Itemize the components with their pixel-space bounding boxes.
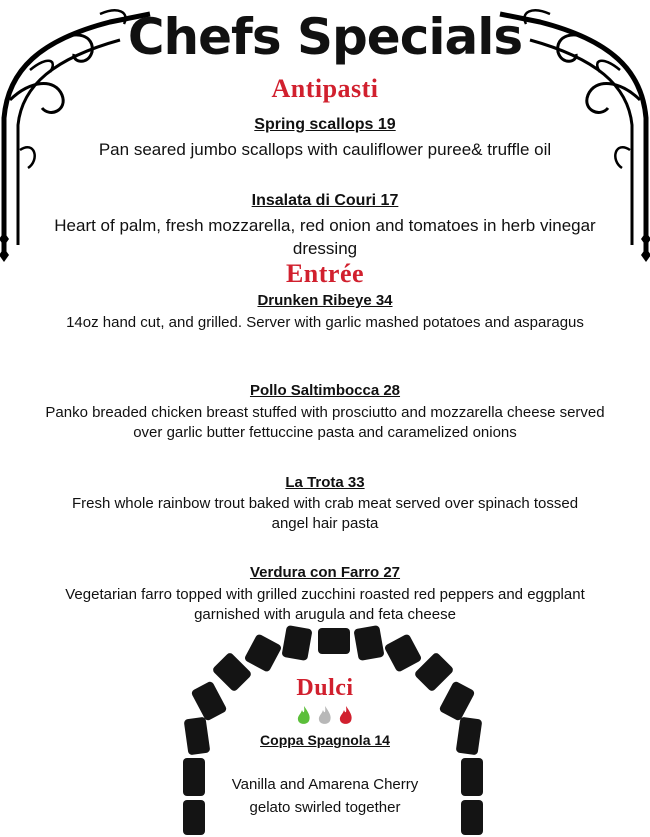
dish-desc-insalata: Heart of palm, fresh mozzarella, red onion and tomatoes in herb vinegar dressing bbox=[54, 216, 596, 258]
italian-flag-flames-icon bbox=[294, 704, 356, 726]
section-entree: Entrée bbox=[285, 259, 365, 288]
menu-title: Chefs Specials bbox=[127, 8, 523, 66]
section-antipasti: Antipasti bbox=[271, 74, 379, 103]
dish-desc-verdura-con-farro: Vegetarian farro topped with grilled zucchini roasted red peppers and eggplant garnished with arugula and feta cheese bbox=[65, 586, 585, 624]
section-dulci: Dulci bbox=[296, 675, 354, 701]
dish-name-la-trota: La Trota 33 bbox=[285, 474, 365, 491]
dish-name-drunken-ribeye: Drunken Ribeye 34 bbox=[257, 292, 393, 309]
dish-name-spring-scallops: Spring scallops 19 bbox=[254, 116, 396, 133]
dish-desc-la-trota: Fresh whole rainbow trout baked with crab meat served over spinach tossed angel hair pasta bbox=[71, 495, 579, 533]
flame-icons bbox=[0, 704, 650, 731]
dish-name-pollo-saltimbocca: Pollo Saltimbocca 28 bbox=[249, 382, 401, 399]
dish-desc-drunken-ribeye: 14oz hand cut, and grilled. Server with garlic mashed potatoes and asparagus bbox=[66, 314, 584, 331]
dish-name-insalata: Insalata di Couri 17 bbox=[251, 192, 399, 209]
dish-desc-pollo-saltimbocca: Panko breaded chicken breast stuffed with prosciutto and mozzarella cheese served over garlic butter fettuccine pasta and caramelized onions bbox=[45, 404, 605, 442]
dish-name-coppa-spagnola: Coppa Spagnola 14 bbox=[260, 732, 390, 748]
dish-name-verdura-con-farro: Verdura con Farro 27 bbox=[249, 564, 401, 581]
dish-desc-spring-scallops: Pan seared jumbo scallops with cauliflower puree& truffle oil bbox=[98, 140, 552, 159]
dish-desc-coppa-spagnola: Vanilla and Amarena Cherry gelato swirled together bbox=[231, 776, 419, 816]
